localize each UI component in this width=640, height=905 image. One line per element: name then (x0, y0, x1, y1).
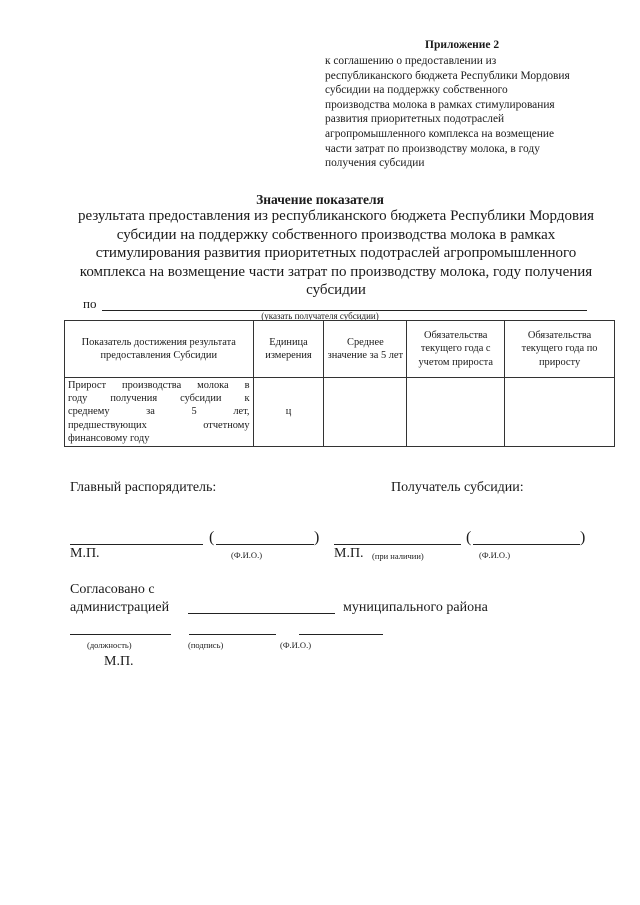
header-unit: Единица измерения (253, 321, 324, 378)
document-title: Значение показателя (256, 192, 384, 207)
appendix-text (325, 54, 607, 171)
document-subtitle: результата предоставления из республиканского бюджета Республики Мордовия субсидии на поддержку собственного производства молока в рамках стимулирования развития приоритетных подотраслей агропромышленного комплекса на возмещение части затрат по производству молока, году получения субсидии (77, 208, 594, 299)
fio-line[interactable] (299, 634, 383, 635)
header-average: Среднее значение за 5 лет (324, 321, 407, 378)
main-manager-label: Главный распорядитель: (70, 480, 217, 495)
recipient-hint: (указать получателя субсидии) (261, 311, 379, 321)
table-row (65, 378, 615, 447)
administration-label: администрацией (70, 600, 170, 615)
open-bracket: ( (209, 529, 215, 546)
header-obligation-with-growth: Обязательства текущего года с учетом прироста (407, 321, 505, 378)
appendix-title: Приложение 2 (425, 39, 500, 51)
recipient-stamp-note: (при наличии) (372, 551, 424, 561)
fio-caption: (Ф.И.О.) (280, 640, 312, 650)
recipient-prefix: по (83, 296, 97, 311)
cell-obligation-growth[interactable] (505, 378, 615, 447)
manager-stamp-label: М.П. (70, 546, 100, 561)
recipient-signature-line[interactable] (334, 544, 461, 545)
recipient-fio-line[interactable] (473, 544, 580, 545)
header-obligation-growth: Обязательства текущего года по приросту (505, 321, 615, 378)
signature-caption: (подпись) (188, 640, 224, 650)
district-label: муниципального района (343, 600, 488, 615)
header-indicator: Показатель достижения результата предоставления Субсидии (65, 321, 254, 378)
appendix-line: производства молока в рамках стимулирования (325, 98, 555, 111)
signature-line[interactable] (189, 634, 276, 635)
indicator-line: финансовому году (68, 432, 150, 444)
manager-fio-caption: (Ф.И.О.) (231, 550, 263, 560)
indicator-line: Прирост производства молока в (68, 380, 250, 391)
cell-average[interactable] (324, 378, 407, 447)
appendix-line: агропромышленного комплекса на возмещение (325, 127, 555, 140)
table-header-row (65, 321, 615, 378)
position-line[interactable] (70, 634, 171, 635)
indicator-line: году получения субсидии к (68, 393, 250, 405)
cell-unit: ц (253, 378, 324, 447)
manager-signature-line[interactable] (70, 544, 203, 545)
cell-obligation-with-growth[interactable] (407, 378, 505, 447)
position-caption: (должность) (87, 640, 132, 650)
bottom-stamp-label: М.П. (104, 654, 134, 669)
indicator-line: предшествующих отчетному (68, 419, 250, 431)
appendix-line: субсидии на поддержку собственного (325, 84, 508, 97)
appendix-line: получения субсидии (325, 157, 425, 170)
appendix-line: части затрат по производству молока, в году (325, 142, 540, 155)
manager-fio-line[interactable] (216, 544, 314, 545)
recipient-stamp-label: М.П. (334, 546, 364, 561)
recipient-label: Получатель субсидии: (391, 480, 524, 495)
close-bracket: ) (314, 529, 320, 546)
appendix-line: республиканского бюджета Республики Мордовия (325, 69, 570, 82)
recipient-fio-caption: (Ф.И.О.) (479, 550, 511, 560)
appendix-line: к соглашению о предоставлении из (325, 55, 497, 67)
appendix-line: развития приоритетных подотраслей (325, 113, 505, 126)
indicator-table (64, 320, 615, 447)
indicator-line: среднему за 5 лет, (68, 406, 250, 418)
close-bracket: ) (580, 529, 586, 546)
district-name-line[interactable] (188, 613, 335, 614)
agreed-label: Согласовано с (70, 582, 155, 597)
open-bracket: ( (466, 529, 472, 546)
cell-indicator (65, 378, 254, 447)
